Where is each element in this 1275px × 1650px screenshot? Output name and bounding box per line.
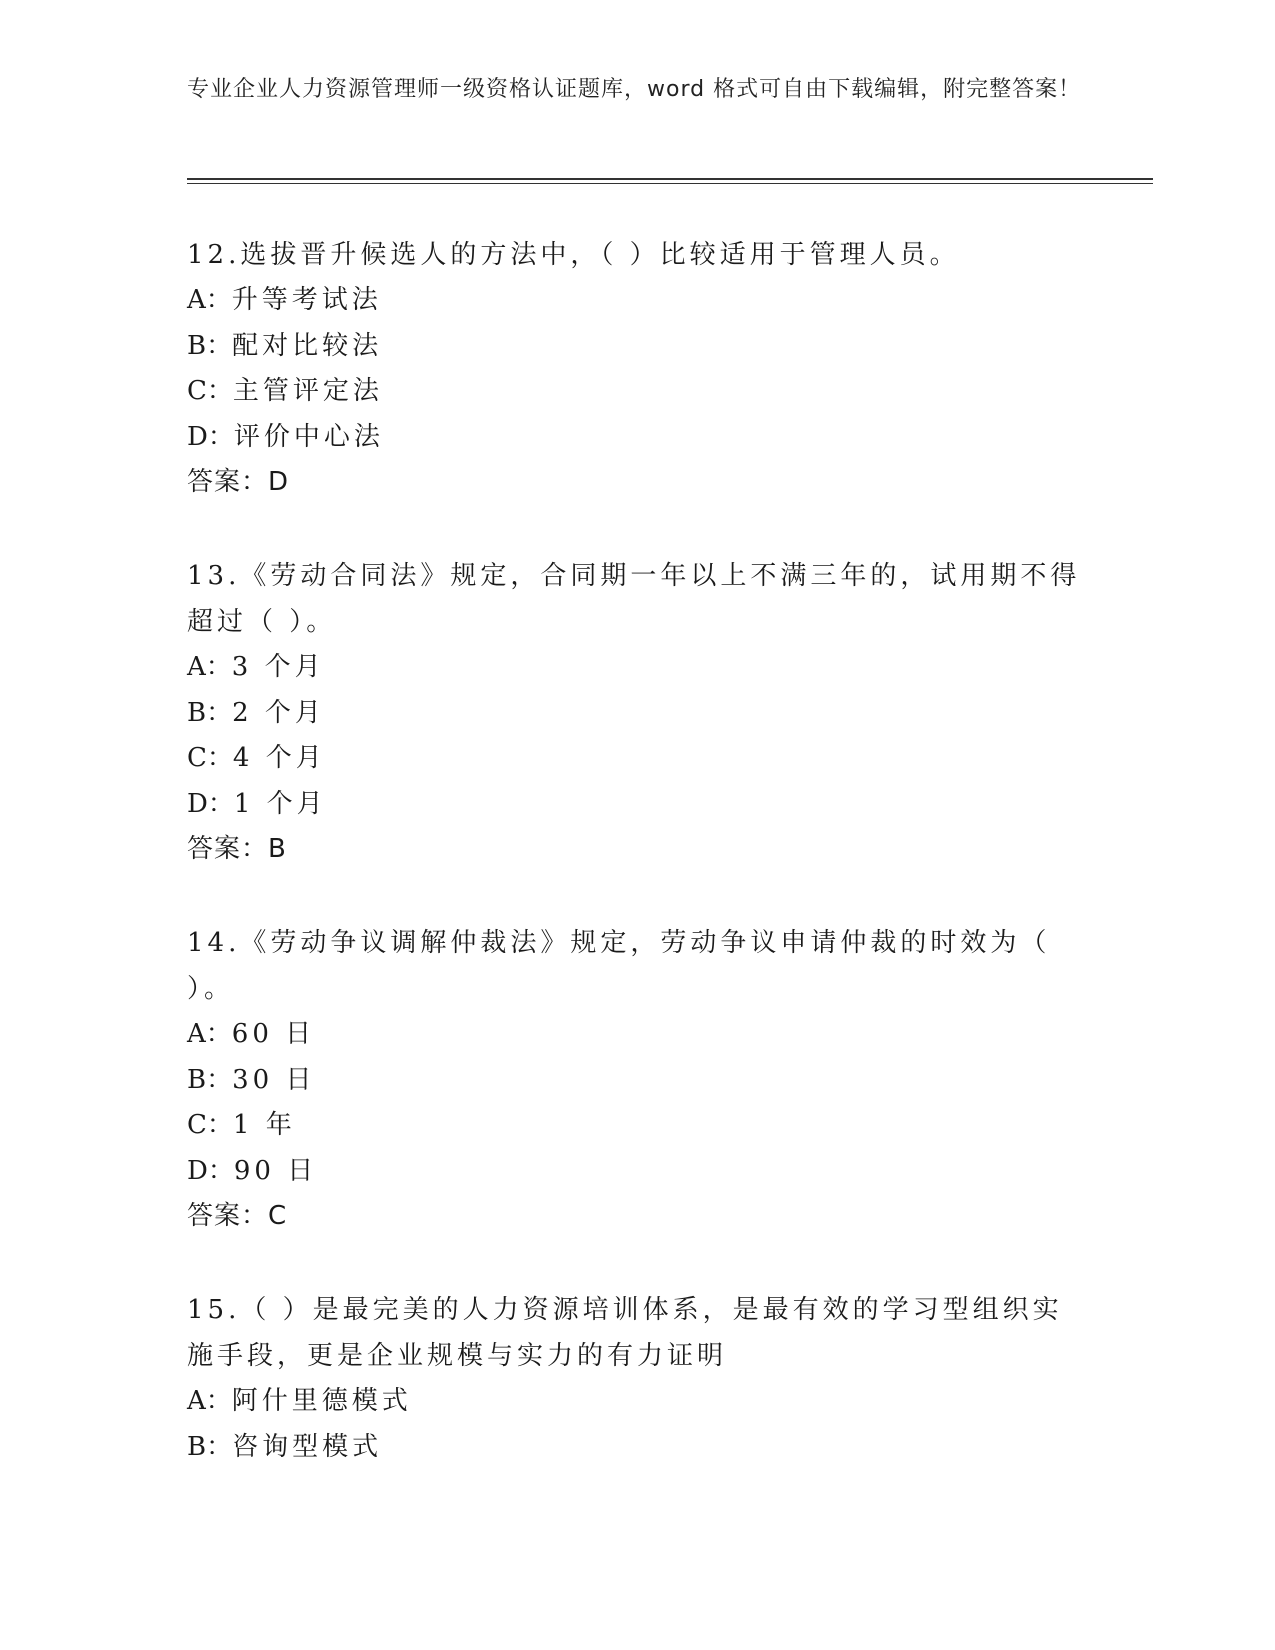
header-note: 专业企业人力资源管理师一级资格认证题库，word 格式可自由下载编辑，附完整答案！ <box>187 77 1082 102</box>
option-d <box>187 415 1087 461</box>
question-stem: 12.选拔晋升候选人的方法中，（ ）比较适用于管理人员。 <box>187 240 960 270</box>
option-text: 3 个月 <box>231 652 325 682</box>
option-d <box>187 782 1087 828</box>
option-text: 咨询型模式 <box>232 1431 383 1462</box>
option-text: 主管评定法 <box>232 376 383 406</box>
option-text: 4 个月 <box>232 743 326 773</box>
option-b <box>187 1425 1087 1471</box>
option-text: 阿什里德模式 <box>231 1386 412 1416</box>
option-key: C： <box>187 743 233 773</box>
option-c <box>187 736 1087 782</box>
header-rule-thick <box>187 178 1153 180</box>
option-text: 2 个月 <box>232 697 325 728</box>
option-a <box>187 1379 1087 1425</box>
option-key: A： <box>187 285 232 315</box>
option-b <box>187 691 1087 737</box>
option-key: C： <box>187 1110 233 1140</box>
answer-label: 答案：D <box>187 467 290 497</box>
option-text: 30 日 <box>232 1064 316 1095</box>
option-text: 1 年 <box>232 1110 296 1140</box>
option-text: 90 日 <box>233 1155 318 1186</box>
option-b <box>187 1058 1087 1104</box>
option-a <box>187 1012 1087 1058</box>
option-text: 1 个月 <box>233 788 327 819</box>
question-14 <box>187 920 1087 1239</box>
option-key: B： <box>187 1064 233 1095</box>
option-key: A： <box>187 1019 232 1049</box>
option-key: C： <box>187 376 233 406</box>
question-stem: 15.（ ）是最完美的人力资源培训体系，是最有效的学习型组织实施手段，更是企业规模与实力的有力证明 <box>187 1295 1063 1371</box>
option-key: A： <box>187 1386 232 1416</box>
option-key: D： <box>187 1155 234 1186</box>
header-rule-thin <box>187 183 1153 184</box>
question-13 <box>187 553 1087 872</box>
option-c <box>187 1103 1087 1149</box>
question-stem: 13.《劳动合同法》规定，合同期一年以上不满三年的，试用期不得超过（ ）。 <box>187 561 1081 637</box>
option-text: 升等考试法 <box>231 285 382 315</box>
option-key: D： <box>187 788 234 819</box>
question-stem: 14.《劳动争议调解仲裁法》规定，劳动争议申请仲裁的时效为（ ）。 <box>187 928 1051 1004</box>
answer-label: 答案：C <box>187 1201 288 1231</box>
option-c <box>187 369 1087 415</box>
option-key: B： <box>187 697 233 728</box>
question-list <box>187 232 1087 1518</box>
option-key: B： <box>187 330 233 361</box>
option-a <box>187 278 1087 324</box>
option-key: D： <box>187 421 234 452</box>
question-15 <box>187 1287 1087 1470</box>
option-key: A： <box>187 652 232 682</box>
option-a <box>187 645 1087 691</box>
option-b <box>187 324 1087 370</box>
option-d <box>187 1149 1087 1195</box>
option-text: 评价中心法 <box>233 421 384 452</box>
option-key: B： <box>187 1431 233 1462</box>
option-text: 配对比较法 <box>232 330 383 361</box>
answer-label: 答案：B <box>187 834 287 864</box>
question-12 <box>187 232 1087 505</box>
option-text: 60 日 <box>231 1019 316 1049</box>
